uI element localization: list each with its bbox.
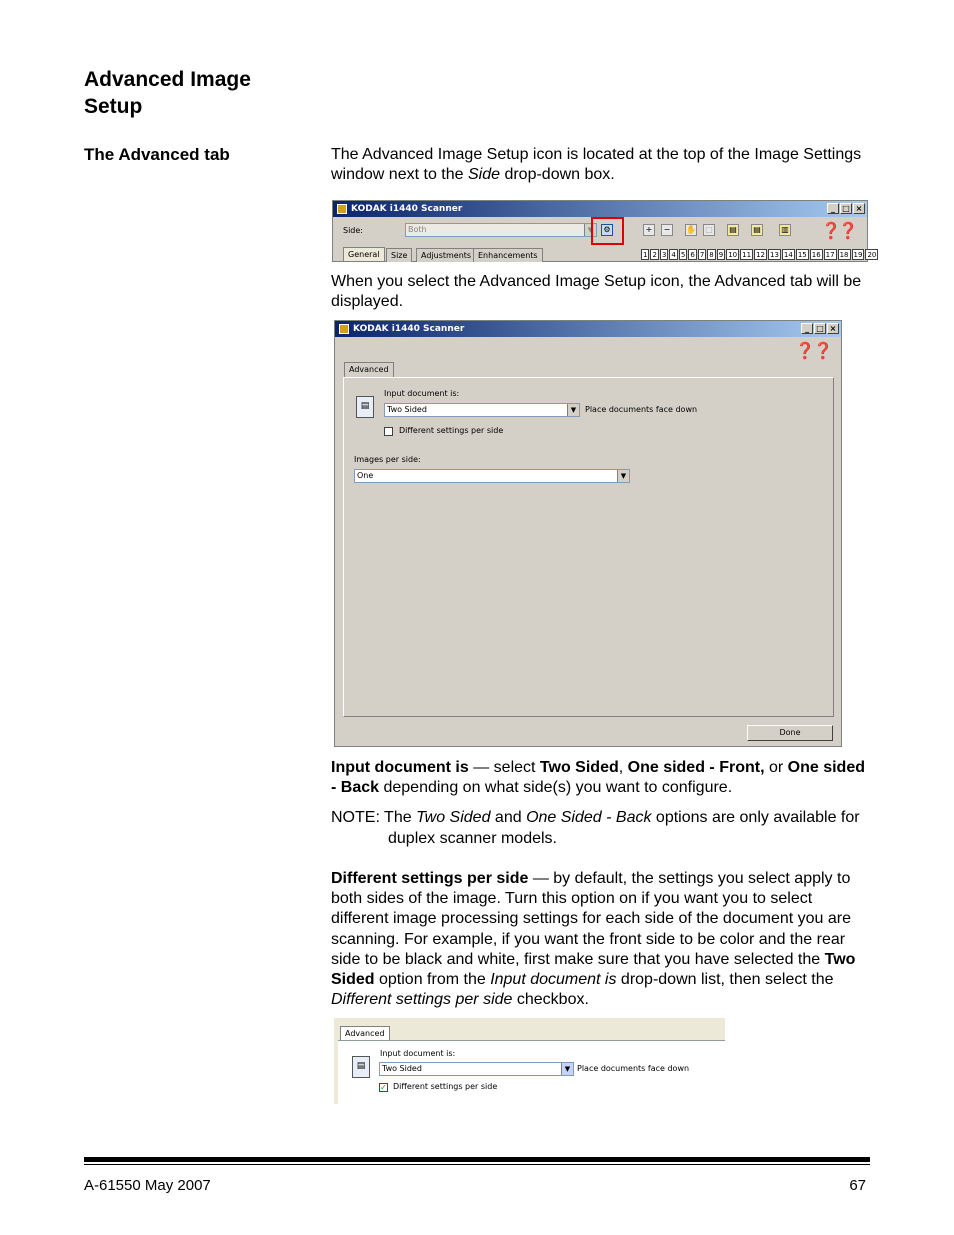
page-button-6[interactable]: 6 <box>690 251 695 259</box>
window-titlebar: KODAK i1440 Scanner _ □ × <box>333 201 867 217</box>
page-button-8[interactable]: 8 <box>709 251 714 259</box>
toolbar-screenshot <box>332 200 877 262</box>
checkbox-screenshot <box>334 1018 725 1104</box>
minimize-button[interactable]: _ <box>801 323 813 334</box>
note-paragraph: NOTE: The Two Sided and One Sided - Back options are only available for duplex scanner models. <box>331 809 860 847</box>
zoom-out-icon[interactable]: − <box>661 224 673 236</box>
tab-general[interactable]: General <box>343 247 385 261</box>
help-icon[interactable]: ❓ <box>821 221 841 240</box>
different-settings-checkbox[interactable] <box>384 427 393 436</box>
page-button-2[interactable]: 2 <box>652 251 657 259</box>
advanced-window-screenshot <box>334 320 842 747</box>
hand-icon[interactable]: ✋ <box>686 225 696 234</box>
page-button-4[interactable]: 4 <box>671 251 676 259</box>
tab-advanced[interactable]: Advanced <box>344 362 394 378</box>
when-paragraph: When you select the Advanced Image Setup icon, the Advanced tab will be displayed. <box>331 273 862 311</box>
copy-icon[interactable]: ▥ <box>779 224 791 236</box>
side-label: Side: <box>343 226 363 235</box>
tab-enhancements[interactable]: Enhancements <box>473 248 543 262</box>
close-button[interactable]: × <box>827 323 839 334</box>
intro-paragraph: The Advanced Image Setup icon is located at the top of the Image Settings window next to the Side drop-down box. <box>331 146 862 184</box>
heading-line-2: Setup <box>84 95 143 118</box>
input-document-label: Input document is: <box>384 389 460 398</box>
document-icon: ▤ <box>352 1056 370 1078</box>
footer-rule-thick <box>84 1157 870 1162</box>
different-settings-label: Different settings per side <box>393 1082 498 1091</box>
page-button-19[interactable]: 19 <box>853 251 863 259</box>
input-document-dropdown[interactable]: Two Sided ▼ <box>379 1062 574 1076</box>
section-heading <box>84 66 304 120</box>
input-document-paragraph: Input document is — select Two Sided, One sided - Front, or One sided - Back depending on what side(s) you want to configure. <box>331 759 865 797</box>
page-button-7[interactable]: 7 <box>699 251 705 259</box>
page-button-12[interactable]: 12 <box>756 251 765 259</box>
maximize-button[interactable]: □ <box>840 203 852 214</box>
app-icon <box>337 204 347 214</box>
page-button-10[interactable]: 10 <box>728 251 738 259</box>
window-titlebar: KODAK i1440 Scanner _ □ × <box>335 321 841 337</box>
input-document-dropdown[interactable]: Two Sided ▼ <box>384 403 580 417</box>
page-button-18[interactable]: 18 <box>839 251 849 259</box>
about-icon[interactable]: ❓ <box>838 221 858 240</box>
different-settings-label: Different settings per side <box>399 426 504 435</box>
app-icon <box>339 324 349 334</box>
page-button-16[interactable]: 16 <box>811 251 821 259</box>
about-icon[interactable]: ❓ <box>813 341 833 360</box>
page-number-buttons <box>641 249 878 260</box>
input-document-label: Input document is: <box>380 1049 456 1058</box>
heading-line-1: Advanced Image <box>84 68 251 91</box>
different-settings-paragraph: Different settings per side — by default, the settings you select apply to both sides of the image. Turn this option on if you want you to select different image processing settings for each side of the document you are scanning. For example, if you want the front side to be color and the rear side to be black and white, first make sure that you have selected the Two Sided option from the Input document is drop-down list, then select the Different settings per side checkbox. <box>331 870 856 1009</box>
document-icon: ▤ <box>356 396 374 418</box>
maximize-button[interactable]: □ <box>814 323 826 334</box>
place-documents-text: Place documents face down <box>577 1064 690 1073</box>
page-number: 67 <box>849 1177 866 1194</box>
images-per-side-label: Images per side: <box>354 455 421 464</box>
page-button-20[interactable]: 20 <box>867 251 877 259</box>
page-button-13[interactable]: 13 <box>769 251 779 259</box>
subheading: The Advanced tab <box>84 145 230 164</box>
advanced-setup-icon[interactable]: ⚙ <box>601 224 613 236</box>
page-button-11[interactable]: 11 <box>742 251 752 259</box>
different-settings-checkbox[interactable]: ✓ <box>380 1083 387 1092</box>
side-dropdown[interactable]: Both ▼ <box>405 223 597 237</box>
advanced-tab-panel <box>343 377 834 717</box>
place-documents-text: Place documents face down <box>585 405 698 414</box>
front-page-icon[interactable]: ▤ <box>727 224 739 236</box>
images-per-side-dropdown[interactable]: One ▼ <box>354 469 630 483</box>
page-button-17[interactable]: 17 <box>825 251 835 259</box>
zoom-in-icon[interactable]: + <box>643 224 655 236</box>
page-button-3[interactable]: 3 <box>661 251 667 259</box>
done-button[interactable]: Done <box>747 725 833 741</box>
minimize-button[interactable]: _ <box>827 203 839 214</box>
footer-doc-id: A-61550 May 2007 <box>84 1177 211 1194</box>
tab-size[interactable]: Size <box>386 248 412 262</box>
footer-rule-thin <box>84 1164 870 1165</box>
help-icon[interactable]: ❓ <box>795 341 815 360</box>
tab-advanced[interactable]: Advanced <box>340 1026 390 1041</box>
rear-page-icon[interactable]: ▤ <box>751 224 763 236</box>
page-button-14[interactable]: 14 <box>783 251 793 259</box>
page-button-1[interactable]: 1 <box>643 251 648 259</box>
page-button-9[interactable]: 9 <box>718 251 724 259</box>
page-button-5[interactable]: 5 <box>680 251 686 259</box>
close-button[interactable]: × <box>853 203 865 214</box>
tab-adjustments[interactable]: Adjustments <box>416 248 476 262</box>
fit-icon[interactable]: ▢ <box>703 224 715 236</box>
page-button-15[interactable]: 15 <box>797 251 807 259</box>
